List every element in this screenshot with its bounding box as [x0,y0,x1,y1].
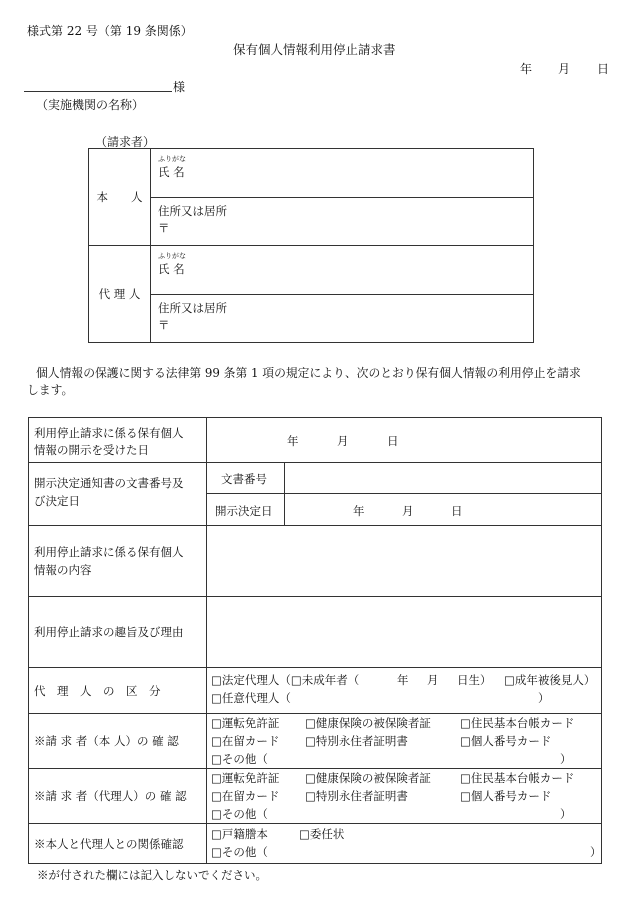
agent-address-label: 住所又は居所 [158,301,227,315]
agent-resident-card-checkbox[interactable]: □住民基本台帳カード [460,771,575,785]
decision-date-field[interactable] [285,494,602,526]
self-insurance-checkbox[interactable]: □健康保険の被保険者証 [305,716,431,730]
disclosure-year: 年 [287,434,299,448]
requester-caption: （請求者） [95,135,156,149]
self-id-label: ※請 求 者（本 人）の 確 認 [34,734,179,748]
statement-line2: します。 [27,383,74,397]
agent-postal-mark: 〒 [158,318,170,332]
form-title: 保有個人情報利用停止請求書 [233,42,396,57]
main-table [28,417,602,864]
info-content-label-cell [29,526,207,597]
person-furigana: ふりがな [158,155,186,163]
adult-ward-checkbox[interactable]: □成年被後見人） [504,673,596,687]
notice-label-1: 開示決定通知書の文書番号及 [34,476,184,490]
agent-type-field [207,668,602,714]
info-content-field[interactable] [207,526,602,597]
disclosure-month: 月 [337,434,349,448]
info-content-label-2: 情報の内容 [34,563,92,577]
self-residence-card-checkbox[interactable]: □在留カード [211,734,280,748]
addressee-caption: （実施機関の名称） [36,98,145,112]
agent-other-checkbox[interactable]: □その他（ [211,807,268,821]
addressee-line[interactable] [24,91,172,92]
minor-birth-day: 日生） [457,673,492,687]
person-postal-mark: 〒 [158,221,170,235]
self-id-label-cell [29,714,207,769]
date-year: 年 [520,62,533,76]
koseki-checkbox[interactable]: □戸籍謄本 [211,827,268,841]
agent-furigana: ふりがな [158,252,186,260]
agent-label: 代 理 人 [98,287,141,301]
person-label: 本 人 [96,190,143,204]
disclosure-date-label-1: 利用停止請求に係る保有個人 [34,426,184,440]
info-content-label-1: 利用停止請求に係る保有個人 [34,545,184,559]
disclosure-date-label-2: 情報の開示を受けた日 [34,443,149,457]
date-month: 月 [558,62,571,76]
disclosure-date-field[interactable] [207,418,602,463]
self-mynumber-checkbox[interactable]: □個人番号カード [460,734,552,748]
self-id-field [207,714,602,769]
relation-label: ※本人と代理人との関係確認 [34,837,184,851]
agent-address-cell[interactable] [151,295,534,343]
decision-month: 月 [402,504,414,518]
minor-birth-year: 年 [397,673,409,687]
agent-name-label: 氏 名 [158,262,185,276]
agent-residence-card-checkbox[interactable]: □在留カード [211,789,280,803]
decision-date-label: 開示決定日 [215,504,273,518]
relation-field [207,824,602,864]
self-other-paren-close: ） [560,752,572,766]
self-resident-card-checkbox[interactable]: □住民基本台帳カード [460,716,575,730]
disclosure-day: 日 [387,434,399,448]
minor-birth-month: 月 [427,673,439,687]
person-label-cell [89,149,151,246]
self-other-checkbox[interactable]: □その他（ [211,752,268,766]
doc-number-label: 文書番号 [221,472,267,486]
person-address-cell[interactable] [151,198,534,246]
agent-name-cell[interactable] [151,246,534,295]
doc-number-label-cell [207,463,285,494]
date-day: 日 [597,62,610,76]
agent-id-label-cell [29,769,207,824]
requester-table [88,148,534,343]
agent-id-field [207,769,602,824]
legal-agent-checkbox[interactable]: □法定代理人（□未成年者（ [211,673,360,687]
person-address-label: 住所又は居所 [158,204,227,218]
statement-line1: 個人情報の保護に関する法律第 99 条第 1 項の規定により、次のとおり保有個人情報の利用停止を請求 [36,366,581,380]
relation-other-paren-close: ） [590,845,602,859]
form-number: 様式第 22 号（第 19 条関係） [27,24,193,38]
agent-mynumber-checkbox[interactable]: □個人番号カード [460,789,552,803]
voluntary-agent-checkbox[interactable]: □任意代理人（ [211,691,291,705]
relation-label-cell [29,824,207,864]
self-permanent-checkbox[interactable]: □特別永住者証明書 [305,734,408,748]
agent-license-checkbox[interactable]: □運転免許証 [211,771,280,785]
footer-note: ※が付された欄には記入しないでください。 [37,868,267,882]
notice-label-2: び決定日 [34,494,80,508]
agent-type-label-cell [29,668,207,714]
voluntary-paren-close: ） [538,691,550,705]
decision-day: 日 [451,504,463,518]
decision-date-label-cell [207,494,285,526]
agent-label-cell [89,246,151,343]
person-name-cell[interactable] [151,149,534,198]
reason-label: 利用停止請求の趣旨及び理由 [34,625,184,639]
reason-field[interactable] [207,597,602,668]
self-license-checkbox[interactable]: □運転免許証 [211,716,280,730]
disclosure-date-label-cell [29,418,207,463]
decision-year: 年 [353,504,365,518]
agent-other-paren-close: ） [560,807,572,821]
relation-other-checkbox[interactable]: □その他（ [211,845,268,859]
agent-insurance-checkbox[interactable]: □健康保険の被保険者証 [305,771,431,785]
agent-permanent-checkbox[interactable]: □特別永住者証明書 [305,789,408,803]
person-name-label: 氏 名 [158,165,185,179]
agent-type-label: 代 理 人 の 区 分 [34,684,161,698]
doc-number-field[interactable] [285,463,602,494]
agent-id-label: ※請 求 者（代理人）の 確 認 [34,789,187,803]
addressee-suffix: 様 [173,80,186,94]
reason-label-cell [29,597,207,668]
notice-label-cell [29,463,207,526]
proxy-letter-checkbox[interactable]: □委任状 [299,827,345,841]
